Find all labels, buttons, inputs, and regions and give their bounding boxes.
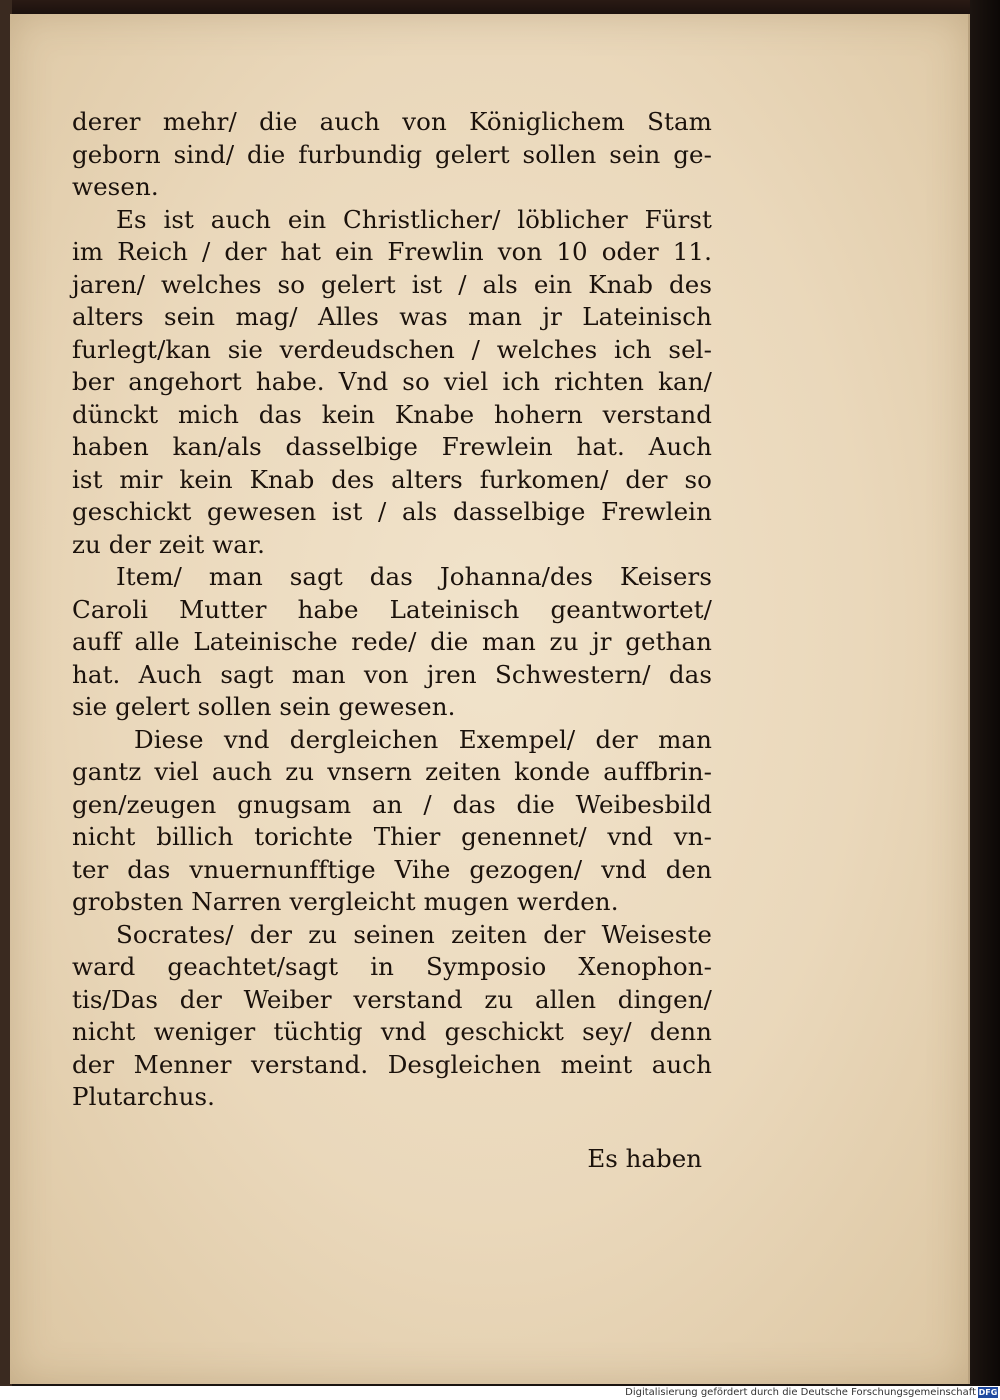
footer-bar: [0, 1386, 1000, 1400]
text-line: Caroli Mutter habe Lateinisch geantwortet/: [72, 594, 712, 624]
text-line: ward geachtet/sagt in Symposio Xenophon-: [72, 952, 712, 981]
text-line: Es ist auch ein Christlicher/ löblicher Fürst: [116, 204, 712, 234]
text-line: sie gelert sollen sein gewesen.: [72, 692, 456, 721]
text-line: Plutarchus.: [72, 1082, 216, 1111]
text-line: zu der zeit war.: [72, 529, 266, 559]
text-line: alters sein mag/ Alles was man jr Lateinisch: [72, 302, 712, 331]
book-page: [10, 14, 970, 1384]
text-line: jaren/ welches so gelert ist / als ein Knab des: [72, 269, 712, 299]
text-line: derer mehr/ die auch von Königlichem Stam: [72, 107, 712, 136]
catchword: Es haben: [587, 1144, 702, 1173]
text-line: gen/zeugen gnugsam an / das die Weibesbild: [72, 789, 712, 819]
text-line: hat. Auch sagt man von jren Schwestern/ das: [72, 659, 712, 689]
text-line: dünckt mich das kein Knabe hohern verstand: [72, 399, 712, 429]
text-line: auff alle Lateinische rede/ die man zu jr gethan: [72, 627, 712, 656]
text-line: Diese vnd dergleichen Exempel/ der man: [134, 724, 712, 754]
text-line: Socrates/ der zu seinen zeiten der Weiseste: [116, 919, 712, 949]
page-text: [72, 106, 712, 1114]
text-line: gantz viel auch zu vnsern zeiten konde auffbrin-: [72, 757, 712, 786]
text-line: furlegt/kan sie verdeudschen / welches ich sel-: [72, 334, 712, 364]
text-line: tis/Das der Weiber verstand zu allen dingen/: [72, 984, 712, 1014]
text-line: ter das vnuernunfftige Vihe gezogen/ vnd den: [72, 854, 712, 884]
dfg-logo-icon: DFG: [978, 1388, 998, 1397]
text-line: im Reich / der hat ein Frewlin von 10 oder 11.: [72, 237, 712, 266]
text-line: nicht weniger tüchtig vnd geschickt sey/ denn: [72, 1017, 712, 1046]
text-line: Item/ man sagt das Johanna/des Keisers: [116, 562, 712, 591]
text-line: geschickt gewesen ist / als dasselbige Frewlein: [72, 497, 712, 526]
text-line: der Menner verstand. Desgleichen meint auch: [72, 1049, 712, 1079]
text-line: grobsten Narren vergleicht mugen werden.: [72, 887, 619, 916]
text-line: ber angehort habe. Vnd so viel ich richten kan/: [72, 367, 712, 396]
text-line: nicht billich torichte Thier genennet/ vnd vn-: [72, 822, 712, 851]
funding-credit: Digitalisierung gefördert durch die Deutsche Forschungsgemeinschaft: [625, 1387, 976, 1398]
text-line: haben kan/als dasselbige Frewlein hat. Auch: [72, 432, 712, 461]
text-line: wesen.: [72, 172, 159, 201]
text-line: geborn sind/ die furbundig gelert sollen sein ge-: [72, 139, 712, 169]
text-line: ist mir kein Knab des alters furkomen/ der so: [72, 464, 712, 494]
book-edge-right: [970, 0, 1000, 1386]
